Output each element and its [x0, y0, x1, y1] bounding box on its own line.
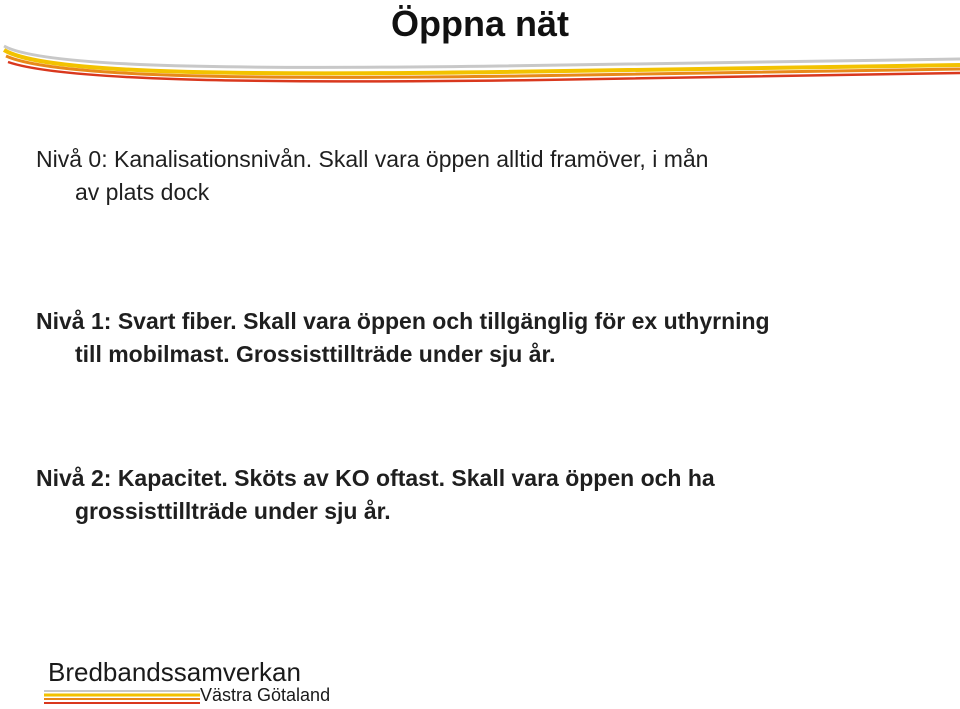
paragraph-level-2-line-2: grossisttillträde under sju år. [75, 498, 391, 524]
logo-name: Bredbandssamverkan [48, 657, 301, 687]
paragraph-level-0 [36, 143, 936, 209]
paragraph-level-1 [36, 305, 936, 371]
logo-region: Västra Götaland [200, 685, 331, 705]
slide-title: Öppna nät [391, 3, 569, 44]
paragraph-level-2-line-1: Nivå 2: Kapacitet. Sköts av KO oftast. Skall vara öppen och ha [36, 465, 715, 491]
paragraph-level-0-line-2: av plats dock [75, 179, 210, 205]
paragraph-level-1-line-2: till mobilmast. Grossisttillträde under sju år. [75, 341, 556, 367]
bredbandssamverkan-logo [44, 655, 344, 709]
swoosh-grey-stroke [4, 46, 960, 67]
paragraph-level-0-line-1: Nivå 0: Kanalisationsnivån. Skall vara öppen alltid framöver, i mån [36, 146, 709, 172]
paragraph-level-1-line-1: Nivå 1: Svart fiber. Skall vara öppen och tillgänglig för ex uthyrning [36, 308, 770, 334]
logo-stripes [44, 687, 200, 707]
paragraph-level-2 [36, 462, 936, 528]
decorative-swoosh [0, 36, 960, 86]
